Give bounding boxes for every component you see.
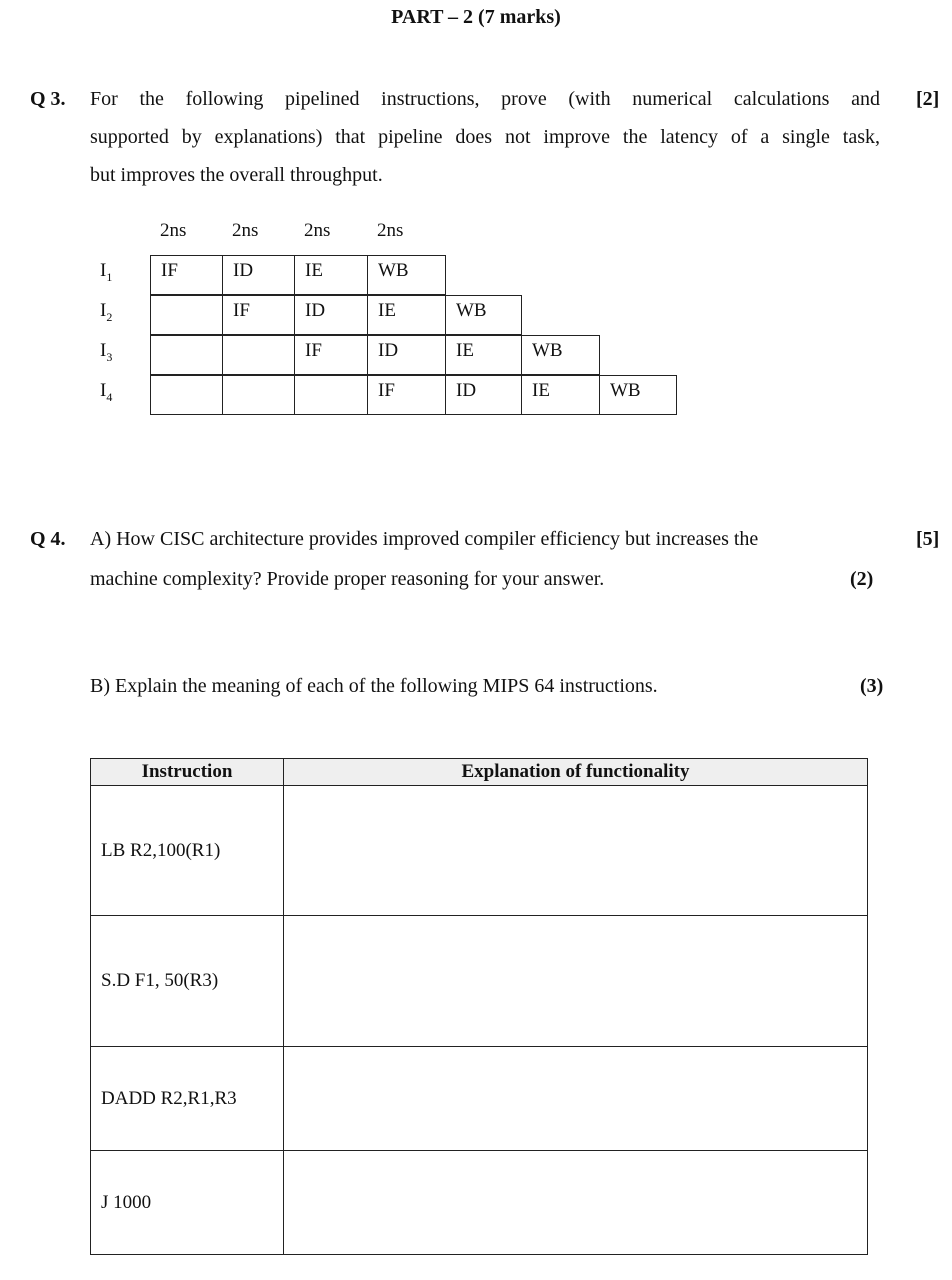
instruction-label-3: $I_3$ (100, 340, 113, 364)
stage-cell: ID (367, 335, 446, 375)
empty-cell (150, 335, 223, 375)
q4a-marks: (2) (850, 568, 874, 590)
empty-cell (150, 295, 223, 335)
latency-label-4: 2ns (377, 220, 404, 241)
empty-cell (222, 375, 295, 415)
empty-cell (222, 335, 295, 375)
stage-cell: IE (367, 295, 446, 335)
stage-cell: IF (367, 375, 446, 415)
instruction-cell: J 1000 (91, 1151, 284, 1255)
header-explanation: Explanation of functionality (284, 759, 868, 786)
table-row (91, 1151, 868, 1255)
instruction-label-1: $I_1$ (100, 260, 113, 284)
q3-line-3: but improves the overall throughput. (90, 164, 383, 186)
q4-number: Q 4. (30, 528, 66, 550)
page-title: PART – 2 (7 marks) (391, 6, 561, 28)
instruction-cell: LB R2,100(R1) (91, 786, 284, 916)
instruction-label-4: $I_4$ (100, 380, 113, 404)
stage-cell: IF (294, 335, 368, 375)
q3-marks: [2] (916, 88, 940, 110)
stage-cell: IE (521, 375, 600, 415)
stage-cell: ID (222, 255, 295, 295)
stage-cell: IE (445, 335, 522, 375)
explanation-cell[interactable] (284, 786, 868, 916)
header-instruction: Instruction (91, 759, 284, 786)
empty-cell (294, 375, 368, 415)
explanation-cell[interactable] (284, 1047, 868, 1151)
stage-cell: ID (445, 375, 522, 415)
empty-cell (150, 375, 223, 415)
q4a-line-2: machine complexity? Provide proper reasoning for your answer. (90, 568, 605, 590)
q3-line-2: supported by explanations) that pipeline does not improve the latency of a single task, (90, 126, 880, 148)
instruction-table (90, 758, 868, 1255)
stage-cell: WB (599, 375, 677, 415)
stage-cell: IF (150, 255, 223, 295)
q4-total-marks: [5] (916, 528, 940, 550)
q4a-line-1: A) How CISC architecture provides improved compiler efficiency but increases the (90, 528, 759, 550)
instruction-cell: S.D F1, 50(R3) (91, 916, 284, 1047)
explanation-cell[interactable] (284, 1151, 868, 1255)
latency-label-2: 2ns (232, 220, 259, 241)
table-row (91, 916, 868, 1047)
table-row (91, 1047, 868, 1151)
table-row (91, 786, 868, 916)
latency-label-1: 2ns (160, 220, 187, 241)
stage-cell: IE (294, 255, 368, 295)
q4b-marks: (3) (860, 675, 884, 697)
stage-cell: WB (521, 335, 600, 375)
table-header-row (91, 759, 868, 786)
q3-line-1: For the following pipelined instructions, prove (with numerical calculations and (90, 88, 880, 110)
stage-cell: WB (445, 295, 522, 335)
q4b-text: B) Explain the meaning of each of the following MIPS 64 instructions. (90, 675, 658, 697)
stage-cell: ID (294, 295, 368, 335)
instruction-label-2: $I_2$ (100, 300, 113, 324)
explanation-cell[interactable] (284, 916, 868, 1047)
q3-number: Q 3. (30, 88, 66, 110)
latency-label-3: 2ns (304, 220, 331, 241)
stage-cell: WB (367, 255, 446, 295)
stage-cell: IF (222, 295, 295, 335)
instruction-cell: DADD R2,R1,R3 (91, 1047, 284, 1151)
